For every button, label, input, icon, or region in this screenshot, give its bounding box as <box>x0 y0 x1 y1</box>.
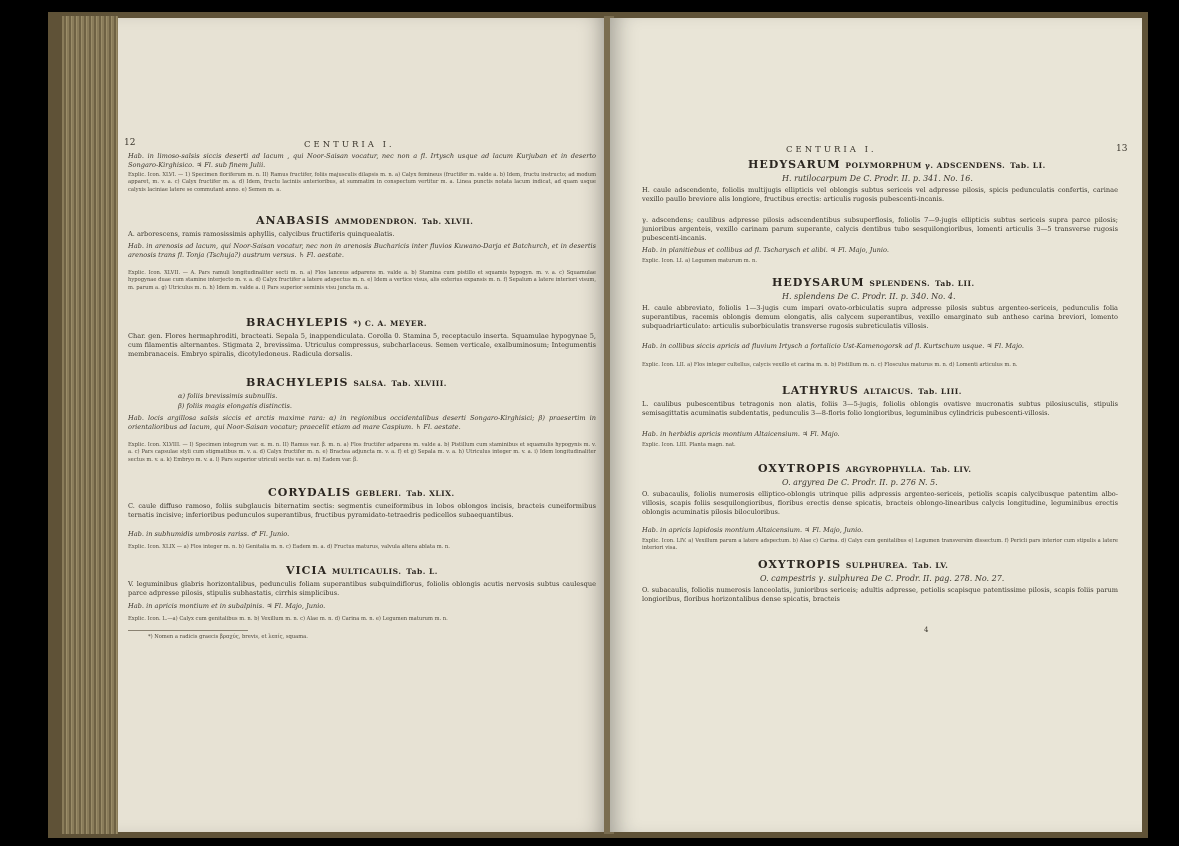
plate: Tab. LIII. <box>918 387 962 396</box>
variety-alpha: α) foliis brevissimis subnullis. <box>178 392 278 400</box>
genus: OXYTROPIS <box>758 462 842 475</box>
page-edges <box>62 16 118 834</box>
heading-vicia <box>286 564 438 577</box>
hed2-explanation: Explic. Icon. LII. a) Flos integer cultellus, calycis vexillo et carina m. n. b) Pistillum m. n. c) Flosculus maturus m. n. d) Lomenti articulus m. n. <box>642 362 1018 368</box>
genus: HEDYSARUM <box>748 158 841 171</box>
species: SPLENDENS. <box>869 279 931 288</box>
lathyrus-explanation: Explic. Icon. LIII. Planta magn. nat. <box>642 442 736 448</box>
right-page <box>610 18 1142 832</box>
genus: BRACHYLEPIS <box>246 316 349 329</box>
genus: CORYDALIS <box>268 486 351 499</box>
plate: Tab. LIV. <box>930 465 972 474</box>
plate: Tab. XLIX. <box>406 489 455 498</box>
genus: ANABASIS <box>256 214 330 227</box>
salsa-habitat: Hab. locis argillosa salsis siccis et arctis maxime rara: α) in regionibus occidentalibus deserti Songaro-Kirghisici; β) praesertim in orientalioribus ad lacum, qui Noor-Saisan vocatur; praecelit etiam ad mare Caspium. ♄ Fl. aestate. <box>128 414 596 431</box>
heading-anabasis <box>256 214 473 227</box>
hed2-habitat: Hab. in collibus siccis apricis ad fluvium Irtysch a fortalicio Ust-Kamenogorsk ad fl. Kurtschum usque. ♃ Fl. Majo. <box>642 342 1024 350</box>
species: AMMODENDRON. <box>334 217 418 226</box>
genus: VICIA <box>286 564 328 577</box>
heading-lathyrus <box>782 384 962 397</box>
heading-brachylepis <box>246 316 427 329</box>
lathyrus-habitat: Hab. in herbidis apricis montium Altaicensium. ♃ Fl. Majo. <box>642 430 840 438</box>
heading-hedysarum-polymorphum <box>748 158 1046 171</box>
intro-habitat: Hab. in limoso-salsis siccis deserti ad lacum , qui Noor-Saisan vocatur, nec non a fl. Irtysch usque ad lacum Kurjuban et in deserto Songaro-Kirghisico. ♃ Fl. sub finem Julii. <box>128 152 596 169</box>
running-head: CENTURIA I. <box>786 145 877 155</box>
vicia-diagnosis: V. leguminibus glabris horizontalibus, pedunculis foliam superantibus subquindiflorus, foliolis oblongis acutis nervosis subtus caulesque parce adpresse pilosis, stipulis subhastatis, cirrhis simplicibus. <box>128 580 596 597</box>
page-number: 13 <box>1116 144 1128 154</box>
hed1-diagnosis: H. caule adscendente, foliolis multijugis ellipticis vel oblongis subtus sericeis vel adpresse pilosis, spicis pedunculatis confertis, carinae vexillo paullo breviore alis longiore, fructibus erectis: articulis rugosis pubescenti-incanis. <box>642 186 1118 203</box>
hed1-explanation: Explic. Icon. LI. a) Legumen maturum m. n. <box>642 258 758 264</box>
footnote-rule <box>128 630 248 631</box>
hed1-habitat: Hab. in planitiebus et collibus ad fl. Tscharysch et alibi. ♃ Fl. Majo, Junio. <box>642 246 889 254</box>
oxy1-diagnosis: O. subacaulis, foliolis numerosis elliptico-oblongis utrinque pilis adpressis argenteo-sericeis, petiolis scapis calycibusque patentim albo-villosis, scapis foliis sesquilongioribus, floribus erectis dense spicatis, bracteis oblongo-linearibus calycis longitudine, leguminibus erectis oblongis acuminatis pilosis biloculoribus. <box>642 490 1118 516</box>
anabasis-explanation: Explic. Icon. XLVII. — A. Pars ramuli longitudinaliter secti m. n. a) Flos lanceus adparens m. valde a. b) Stamina cum pistillo et squamis hypogyn. m. v. a. c) Squamulae hypogynae duae cum stamine interjecto m. v. a. d) Calyx fructifer a latere adspectus m. n. e) Idem a vertice visus, alis exterius expansis m. n. f) Sepalum a latere interiori visum, m. parum a. g) Utriculus m. n. h) Idem m. valde a. i) Pars superior seminis visu juncta m. a. <box>128 270 596 291</box>
heading-oxytropis-sulphurea <box>758 558 948 571</box>
oxy1-explanation: Explic. Icon. LIV. a) Vexillum parum a latere adspectum. b) Alae c) Carina. d) Calyx cum genitalibus e) Legumen transversim dissectum. f) Pericli pars interior cum stipulis a latere interiori visa. <box>642 538 1118 552</box>
brachylepis-characters: Char. gen. Flores hermaphroditi, bracteati. Sepala 5, inappendiculata. Corolla 0. Stamina 5, receptaculo inserta. Squamulae hypogynae 5, cum filamentis alternantes. Stigmata 2, brevissima. Utriculus compressus, subcharlaceus. Semen verticale, exalbuminosum; Integumentis membranaceis. Embryo spiralis, dicotyledoneus. Radicula dorsalis. <box>128 332 596 358</box>
heading-hedysarum-splendens <box>772 276 975 289</box>
variety-beta: β) foliis magis elongatis distinctis. <box>178 402 292 410</box>
author: *) C. A. MEYER. <box>353 319 427 328</box>
species: SULPHUREA. <box>845 561 908 570</box>
oxy1-reference: O. argyrea De C. Prodr. II. p. 276 N. 5. <box>782 478 938 487</box>
hed2-diagnosis: H. caule abbreviato, foliolis 1—3-jugis cum impari ovato-orbiculatis supra adpresse pilosis subtus argenteo-sericeis, pedunculis folia superantibus, racemis oblongis demum elongatis, alis calycem superantibus, vexillo emarginato sub antheso carina breviori, lomento subquadriarticulato: articulis suborbiculatis transverse rugosis subreticulatis villosis. <box>642 304 1118 330</box>
genus: LATHYRUS <box>782 384 859 397</box>
corydalis-diagnosis: C. caule diffuso ramoso, foliis subglaucis biternatim sectis: segmentis cuneiformibus in lobos oblongos incisis, bracteis cuneiformibus ternatis incisive; inferioribus pedunculos superantibus, fructibus pyramidato-tetraedris pedicellos subaequantibus. <box>128 502 596 519</box>
species: POLYMORPHUM γ. ADSCENDENS. <box>845 161 1006 170</box>
vicia-habitat: Hab. in apricis montium et in subalpinis. ♃ Fl. Majo, Junio. <box>128 602 326 610</box>
heading-brachylepis-salsa <box>246 376 447 389</box>
corydalis-explanation: Explic. Icon. XLIX — a) Flos integer m. n. b) Genitalia m. n. c) Eadem m. a. d) Fructus maturus, valvula altera ablata m. n. <box>128 544 450 550</box>
vicia-explanation: Explic. Icon. L.—a) Calyx cum genitalibus m. n. b) Vexillum m. n. c) Alae m. n. d) Carina m. n. e) Legumen maturum m. n. <box>128 616 448 622</box>
heading-oxytropis-argyrophylla <box>758 462 971 475</box>
plate: Tab. L. <box>406 567 438 576</box>
hed1-reference: H. rutilocarpum De C. Prodr. II. p. 341. No. 16. <box>782 174 973 183</box>
intro-explanation: Explic. Icon. XLVI. — 1) Specimen floriferum m. n. II) Ramus fructifer, foliis majusculis dilapsis m. n. a) Calyx femineus (fructifer m. valde a. b) Idem, fructu instructo; ad modum apparet, m. v. a. c) Calyx fructifer m. a. d) Idem, fructu laciniis anterioribus, at summatim in conspectum vertitur m. a. Linea punctis notata lacum indicat, ad quam usque calyxis laciniae latere se commutant anno. e) Semen m. a. <box>128 172 596 193</box>
signature-mark: 4 <box>924 626 929 634</box>
hed2-reference: H. splendens De C. Prodr. II. p. 340. No. 4. <box>782 292 956 301</box>
plate: Tab. LV. <box>912 561 949 570</box>
hed1-variety-gamma: γ. adscendens; caulibus adpresse pilosis adscendentibus subsuperflosis, foliolis 7—9-jugis ellipticis subtus sericeis supra parce pilosis; junioribus argenteis, vexillo carinam parum superante, calycis dentibus tubo sesquilongioribus, lomenti articulis 3—5 transverse rugosis pubescenti-incanis. <box>642 216 1118 242</box>
oxy2-diagnosis: O. subacaulis, foliolis numerosis lanceolatis, junioribus sericeis; adultis adpresse, petiolis scapisque patentissime pilosis, scapis foliis parum longioribus, floribus horizontalibus dense spicatis, bracteis <box>642 586 1118 603</box>
species: MULTICAULIS. <box>331 567 402 576</box>
species: ALTAICUS. <box>863 387 914 396</box>
plate: Tab. XLVIII. <box>391 379 447 388</box>
heading-corydalis <box>268 486 455 499</box>
anabasis-diagnosis: A. arborescens, ramis ramosissimis aphyllis, calycibus fructiferis quinquealatis. <box>128 230 395 238</box>
plate: Tab. LII. <box>935 279 975 288</box>
species: SALSA. <box>353 379 387 388</box>
left-page <box>118 18 608 832</box>
genus: BRACHYLEPIS <box>246 376 349 389</box>
genus: OXYTROPIS <box>758 558 842 571</box>
plate: Tab. LI. <box>1010 161 1046 170</box>
corydalis-habitat: Hab. in subhumidis umbrosis rariss. ♂ Fl. Junio. <box>128 530 290 538</box>
page-number: 12 <box>124 138 136 148</box>
oxy1-habitat: Hab. in apricis lapidosis montium Altaicensium. ♃ Fl. Majo, Junio. <box>642 526 864 534</box>
species: ARGYROPHYLLA. <box>845 465 927 474</box>
genus: HEDYSARUM <box>772 276 865 289</box>
running-head: CENTURIA I. <box>304 140 395 150</box>
footnote: *) Nomen a radicis graecis βραχύς, brevis, et λεπίς, squama. <box>148 634 308 640</box>
salsa-explanation: Explic. Icon. XLVIII. — I) Specimen integrum var. α. m. n. II) Ramus var. β. m. n. a) Flos fructifer adparens m. valde a. b) Pistillum cum staminibus et squamulis hypogynis m. v. a. c) Pars capsulae styli cum stigmatibus m. v. a. d) Calyx fructifer m. n. e) Bractea adjuncta m. v. a. f) et g) Sepala m. v. a. h) Utriculus integer m. v. a. i) Idem longitudinaliter sectus m. v. a. k) Embryo m. v. a. l) Pars superior utriculi sectis var. α. m) Eadem var. β. <box>128 442 596 463</box>
lathyrus-diagnosis: L. caulibus pubescentibus tetragonis non alatis, foliis 3—5-jugis, foliolis oblongis ovatisve mucronatis subtus pilosiusculis, stipulis semisagittatis acuminatis subdentatis, pedunculis 3—8-floris folio longioribus, leguminibus cylindricis pubescenti-villosis. <box>642 400 1118 417</box>
oxy2-reference: O. campestris γ. sulphurea De C. Prodr. II. pag. 278. No. 27. <box>760 574 1005 583</box>
plate: Tab. XLVII. <box>421 217 474 226</box>
anabasis-habitat: Hab. in arenosis ad lacum, qui Noor-Saisan vocatur, nec non in arenosis Bucharicis inter fluvios Kuwano-Darja et Batchurch, et in desertis arenosis trans fl. Tonja (Tschuja?) austrum versus. ♄ Fl. aestate. <box>128 242 596 259</box>
species: GEBLERI. <box>355 489 402 498</box>
